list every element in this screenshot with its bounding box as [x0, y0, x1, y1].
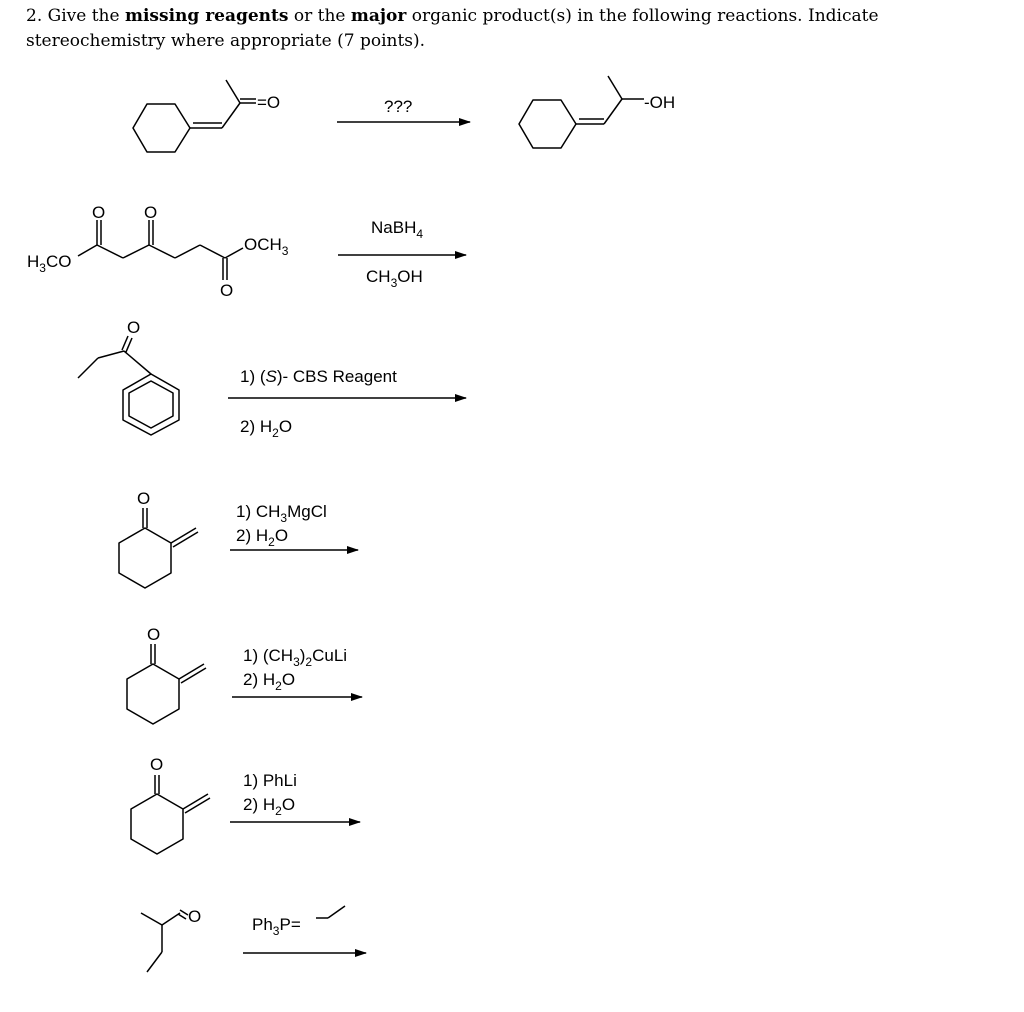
r3-step1: 1) (S)- CBS Reagent — [240, 367, 397, 386]
r1-product-structure — [519, 76, 675, 148]
r6-substrate-structure — [131, 755, 210, 854]
reaction-4 — [119, 489, 358, 588]
r2-carbonyl-o1: O — [92, 203, 106, 222]
r4-step1: 1) $CH_3MgCl$ — [236, 502, 327, 525]
r2-reagent-below: $CH_3OH$ — [366, 267, 423, 290]
r5-step2: 2) $H_2O$ — [243, 670, 296, 693]
r1-product-hydroxyl-label: -OH — [644, 93, 676, 112]
r1-reagent: ??? — [384, 97, 413, 116]
r3-carbonyl-label: O — [127, 318, 141, 337]
question-number: 2. — [26, 6, 43, 26]
r2-reagent-above: NaBH$_4$ — [371, 218, 424, 241]
question-text: 2. Give the missing reagents or the major organic product(s) in the following reactions. Indicate stereochemistry where appropriate (7 points). — [26, 6, 879, 51]
r4-substrate-structure — [119, 489, 198, 588]
r6-step2: 2) $H_2O$ — [243, 795, 296, 818]
r2-left-methoxy-label: $H_3CO$ — [27, 252, 72, 275]
r2-substrate-structure — [27, 203, 289, 300]
reaction-2 — [27, 203, 466, 300]
emphasis-major: major — [350, 6, 407, 26]
reaction-3 — [78, 318, 466, 440]
r2-carbonyl-o3: O — [220, 281, 234, 300]
reaction-1 — [133, 76, 675, 152]
r5-step1: 1) $(CH_3)_2CuLi$ — [243, 646, 348, 669]
r7-carbonyl-label: O — [188, 907, 202, 926]
r7-reagent-ylide — [252, 906, 345, 938]
r6-carbonyl-label: O — [150, 755, 164, 774]
r7-substrate-structure — [141, 907, 201, 972]
r5-carbonyl-label: O — [147, 625, 161, 644]
r7-reagent: $Ph_3P=$ — [252, 915, 301, 938]
reaction-6 — [131, 755, 360, 854]
r5-substrate-structure — [127, 625, 206, 724]
r1-substrate-carbonyl-label: =O — [257, 93, 281, 112]
r4-step2: 2) $H_2O$ — [236, 526, 289, 549]
r2-right-ester-label: $OCH_3$ — [244, 235, 289, 258]
r3-step2: 2) $H_2O$ — [240, 417, 293, 440]
reaction-5 — [127, 625, 362, 724]
r1-substrate-structure — [133, 80, 280, 152]
r2-carbonyl-o2: O — [144, 203, 158, 222]
r4-carbonyl-label: O — [137, 489, 151, 508]
reaction-7 — [141, 906, 366, 972]
emphasis-missing-reagents: missing reagents — [124, 6, 289, 26]
r3-substrate-structure — [78, 318, 179, 435]
r6-step1: 1) PhLi — [243, 771, 297, 790]
